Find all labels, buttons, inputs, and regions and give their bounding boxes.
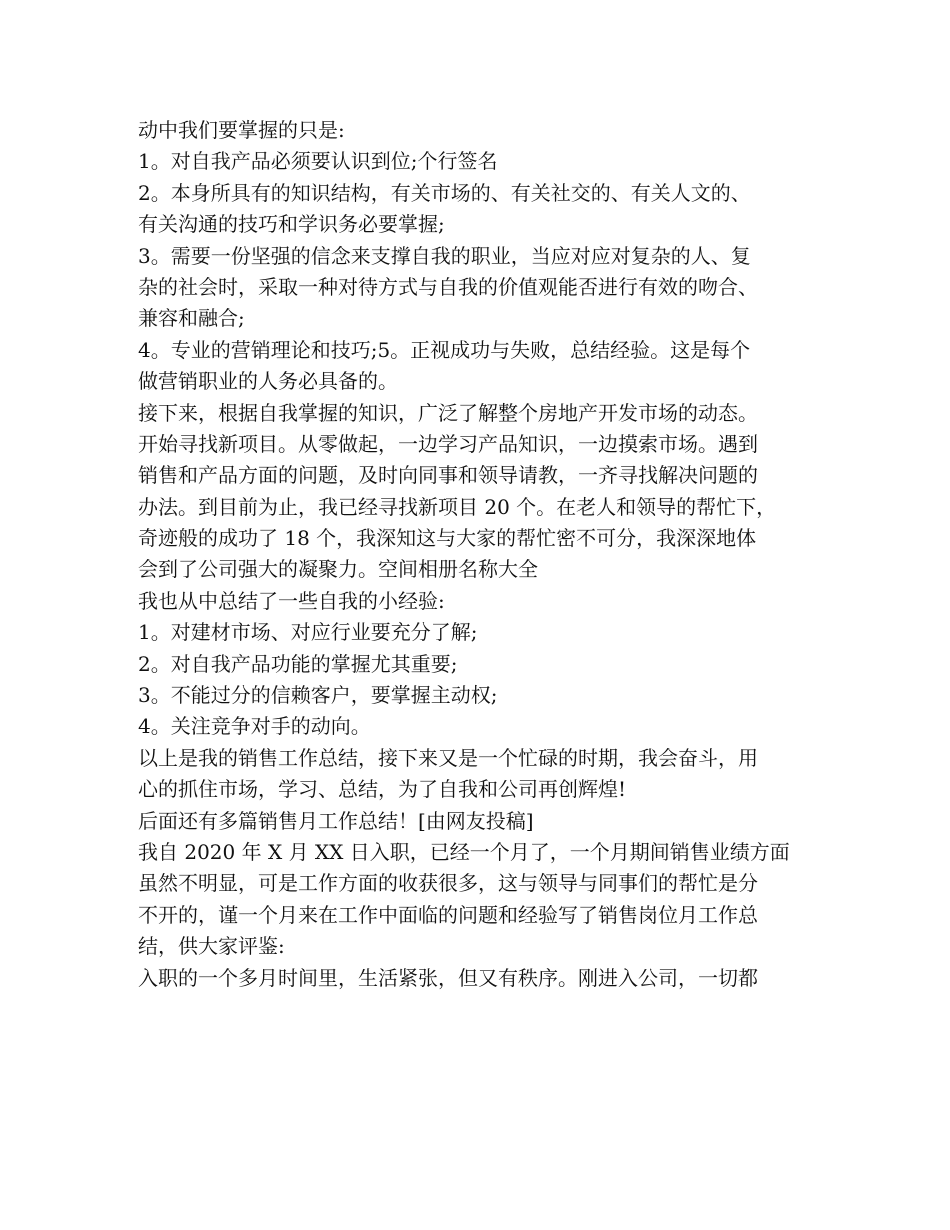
text-line: 动中我们要掌握的只是: [138,118,345,142]
document-body [138,115,838,994]
text-line: 以上是我的销售工作总结，接下来又是一个忙碌的时期，我会奋斗，用 [138,745,758,770]
text-line: 1。对自我产品必须要认识到位;个行签名 [138,149,498,174]
text-line: 我自 2020 年 X 月 XX 日入职，已经一个月了，一个月期间销售业绩方面 [138,839,790,864]
text-line: 接下来，根据自我掌握的知识，广泛了解整个房地产开发市场的动态。 [138,400,758,425]
text-line: 办法。到目前为止，我已经寻找新项目 20 个。在老人和领导的帮忙下， [138,494,777,519]
text-line: 结，供大家评鉴: [138,934,285,959]
text-line: 会到了公司强大的凝聚力。空间相册名称大全 [138,557,538,582]
text-line: 做营销职业的人务必具备的。 [138,369,398,394]
text-line: 销售和产品方面的问题，及时向同事和领导请教，一齐寻找解决问题的 [138,463,758,488]
text-line: 2。对自我产品功能的掌握尤其重要; [138,651,458,676]
text-line: 我也从中总结了一些自我的小经验: [138,588,445,613]
text-line: 奇迹般的成功了 18 个，我深知这与大家的帮忙密不可分，我深深地体 [138,526,757,551]
text-line: 杂的社会时，采取一种对待方式与自我的价值观能否进行有效的吻合、 [138,274,758,299]
text-line: 心的抓住市场，学习、总结，为了自我和公司再创辉煌! [138,777,627,802]
text-line: 4。专业的营销理论和技巧;5。正视成功与失败，总结经验。这是每个 [138,337,751,362]
text-line: 3。不能过分的信赖客户，要掌握主动权; [138,683,498,708]
text-line: 有关沟通的技巧和学识务必要掌握; [138,212,445,237]
text-line: 开始寻找新项目。从零做起，一边学习产品知识，一边摸索市场。遇到 [138,431,758,456]
text-line: 兼容和融合; [138,306,245,331]
text-line: 2。本身所具有的知识结构，有关市场的、有关社交的、有关人文的、 [138,180,751,205]
text-line: 不开的，谨一个月来在工作中面临的问题和经验写了销售岗位月工作总 [138,902,758,927]
text-line: 4。关注竞争对手的动向。 [138,714,371,739]
text-line: 1。对建材市场、对应行业要充分了解; [138,620,478,645]
text-line: 3。需要一份坚强的信念来支撑自我的职业，当应对应对复杂的人、复 [138,243,751,268]
text-line: 后面还有多篇销售月工作总结！[由网友投稿] [138,808,534,833]
text-line: 虽然不明显，可是工作方面的收获很多，这与领导与同事们的帮忙是分 [138,871,758,896]
text-line: 入职的一个多月时间里，生活紧张，但又有秩序。刚进入公司，一切都 [138,965,758,990]
